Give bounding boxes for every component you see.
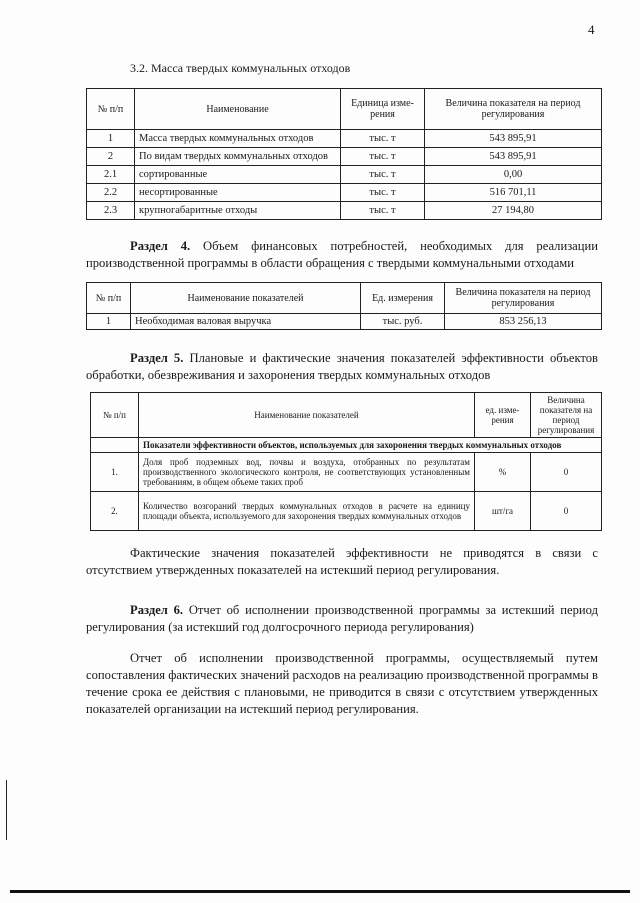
header-value: Величина показателя на период регулирования [425, 89, 602, 130]
row-no: 2.1 [87, 166, 135, 184]
row-value: 0 [531, 453, 602, 492]
waste-mass-table [86, 88, 602, 220]
scan-edge-line [6, 780, 7, 840]
row-unit: тыс. т [341, 148, 425, 166]
section-3-2-title: 3.2. Масса твердых коммунальных отходов [130, 61, 351, 75]
group-row [91, 438, 602, 453]
header-name: Наименование показателей [131, 283, 361, 314]
row-value: 0 [531, 492, 602, 531]
row-value: 543 895,91 [425, 148, 602, 166]
row-name: сортированные [135, 166, 341, 184]
section-5-title: Плановые и фактические значения показателей эффективности объектов обработки, обезвреживания и захоронения твердых коммунальных отходов [86, 351, 598, 382]
table-header-row [91, 393, 602, 438]
table-row [87, 202, 602, 220]
table-header-row [87, 89, 602, 130]
section-5-note: Фактические значения показателей эффективности не приводятся в связи с отсутствием утвержденных показателей на истекший период регулирования. [86, 546, 598, 577]
table-row [87, 148, 602, 166]
efficiency-indicators-table [90, 392, 602, 531]
row-unit: тыс. т [341, 166, 425, 184]
header-no: № п/п [87, 89, 135, 130]
row-value: 543 895,91 [425, 130, 602, 148]
section-4-title: Объем финансовых потребностей, необходимых для реализации производственной программы в области обращения с твердыми коммунальными отходами [86, 239, 598, 270]
row-unit: тыс. руб. [361, 314, 445, 330]
row-no: 1 [87, 130, 135, 148]
section-5-label: Раздел 5. [130, 351, 184, 365]
section-6-label: Раздел 6. [130, 603, 184, 617]
row-unit: тыс. т [341, 130, 425, 148]
table-row [87, 184, 602, 202]
header-no: № п/п [87, 283, 131, 314]
row-no: 2.3 [87, 202, 135, 220]
section-6-text: Отчет об исполнении производственной программы, осуществляемый путем сопоставления фактических значений расходов на реализацию производственной программы в течение срока ее действия с плановыми, не приводится в связи с отсутствием утвержденных показателей организации на истекший период регулирования. [86, 651, 598, 716]
row-name: несортированные [135, 184, 341, 202]
header-value: Величина показателя на период регулирования [531, 393, 602, 438]
section-5-heading [86, 350, 598, 384]
row-name: Количество возгораний твердых коммунальных отходов в расчете на единицу площади объекта, используемого для захоронения твердых коммунальных отходов [139, 492, 475, 531]
row-unit: тыс. т [341, 202, 425, 220]
row-name: Масса твердых коммунальных отходов [135, 130, 341, 148]
row-value: 516 701,11 [425, 184, 602, 202]
row-name: Необходимая валовая выручка [131, 314, 361, 330]
row-no: 2 [87, 148, 135, 166]
section-6-title: Отчет об исполнении производственной программы за истекший период регулирования (за истекший год долгосрочного периода регулирования) [86, 603, 598, 634]
table-header-row [87, 283, 602, 314]
table-row [91, 453, 602, 492]
header-value: Величина показателя на период регулирования [445, 283, 602, 314]
table-row [91, 492, 602, 531]
row-no: 1 [87, 314, 131, 330]
row-value: 853 256,13 [445, 314, 602, 330]
header-unit: Единица изме-рения [341, 89, 425, 130]
row-name: По видам твердых коммунальных отходов [135, 148, 341, 166]
row-unit: тыс. т [341, 184, 425, 202]
group-title: Показатели эффективности объектов, используемых для захоронения твердых коммунальных отходов [139, 438, 602, 453]
header-unit: Ед. измерения [361, 283, 445, 314]
section-6-heading [86, 602, 598, 636]
financial-needs-table [86, 282, 602, 330]
row-name: крупногабаритные отходы [135, 202, 341, 220]
row-no: 2. [91, 492, 139, 531]
header-no: № п/п [91, 393, 139, 438]
row-name: Доля проб подземных вод, почвы и воздуха, отобранных по результатам производственного экологического контроля, не соответствующих установленным требованиям, в общем объеме таких проб [139, 453, 475, 492]
row-unit: % [475, 453, 531, 492]
section-4-label: Раздел 4. [130, 239, 191, 253]
row-no: 1. [91, 453, 139, 492]
row-value: 27 194,80 [425, 202, 602, 220]
header-name: Наименование показателей [139, 393, 475, 438]
table-row [87, 314, 602, 330]
group-spacer [91, 438, 139, 453]
row-no: 2.2 [87, 184, 135, 202]
section-4-heading [86, 238, 598, 272]
table-row [87, 166, 602, 184]
row-value: 0,00 [425, 166, 602, 184]
page-number: 4 [588, 22, 595, 37]
header-unit: ед. изме-рения [475, 393, 531, 438]
row-unit: шт/га [475, 492, 531, 531]
header-name: Наименование [135, 89, 341, 130]
table-row [87, 130, 602, 148]
scan-bottom-edge [10, 890, 630, 893]
